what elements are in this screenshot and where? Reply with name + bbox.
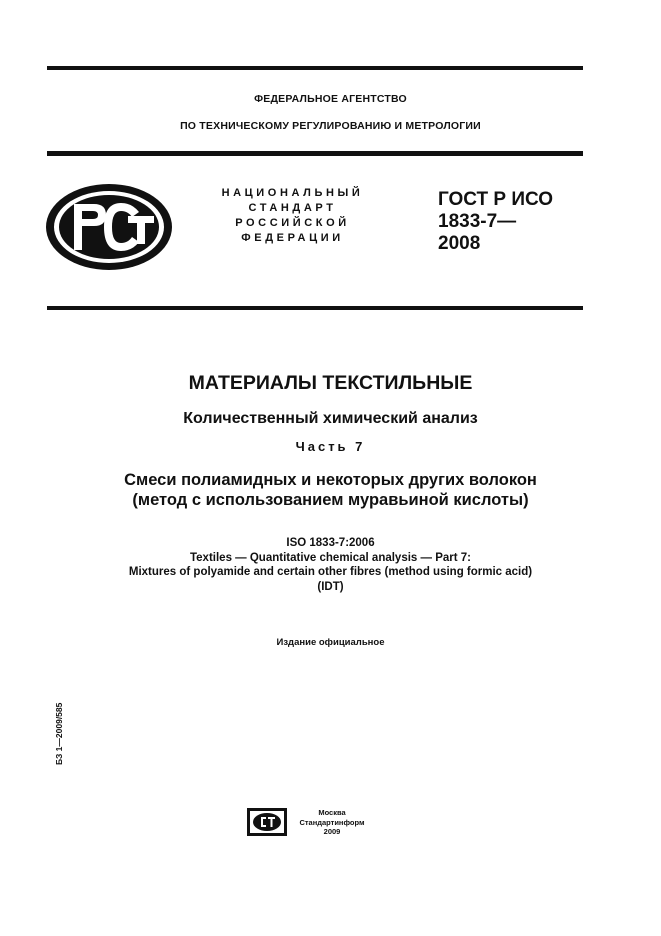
agency-line-1: ФЕДЕРАЛЬНОЕ АГЕНТСТВО [254,93,407,105]
subject-line-2: (метод с использованием муравьиной кислоты) [132,491,529,509]
document-part: Часть 7 [295,439,366,454]
subject-line-1: Смеси полиамидных и некоторых других волокон [124,471,537,489]
iso-title-line-2: Mixtures of polyamide and certain other fibres (method using formic acid) [128,566,533,578]
standard-type-line-3: РОССИЙСКОЙ [235,217,350,229]
header-rule [47,151,583,156]
designation-line-1: ГОСТ Р ИСО [438,189,554,210]
document-title: МАТЕРИАЛЫ ТЕКСТИЛЬНЫЕ [188,372,473,394]
designation-line-3: 2008 [438,233,481,254]
iso-title-line-3: (IDT) [317,580,344,593]
side-code: БЗ 1—2009/585 [54,702,64,765]
standard-type-line-1: НАЦИОНАЛЬНЫЙ [221,187,364,199]
publisher-info [292,808,372,837]
standartinform-logo-icon [247,808,287,836]
publisher-name: Стандартинформ [299,817,365,827]
iso-code: ISO 1833-7:2006 [286,537,375,549]
standard-type [200,186,385,246]
edition-label: Издание официальное [276,637,385,648]
standard-type-line-4: ФЕДЕРАЦИИ [241,232,344,244]
standard-type-line-2: СТАНДАРТ [248,202,337,214]
publisher-city: Москва [318,808,346,817]
iso-title-line-1: Textiles — Quantitative chemical analysis — Part 7: [189,551,471,564]
standard-designation [438,189,553,255]
publisher-year: 2009 [323,827,341,836]
iso-reference [0,536,661,594]
agency-line-2: ПО ТЕХНИЧЕСКОМУ РЕГУЛИРОВАНИЮ И МЕТРОЛОГИИ [180,120,481,132]
document-subject [0,470,661,510]
designation-line-2: 1833-7— [438,211,517,232]
title-block-rule [47,306,583,310]
document-subtitle: Количественный химический анализ [183,410,478,427]
rst-logo-icon [44,182,174,272]
top-rule [47,66,583,70]
